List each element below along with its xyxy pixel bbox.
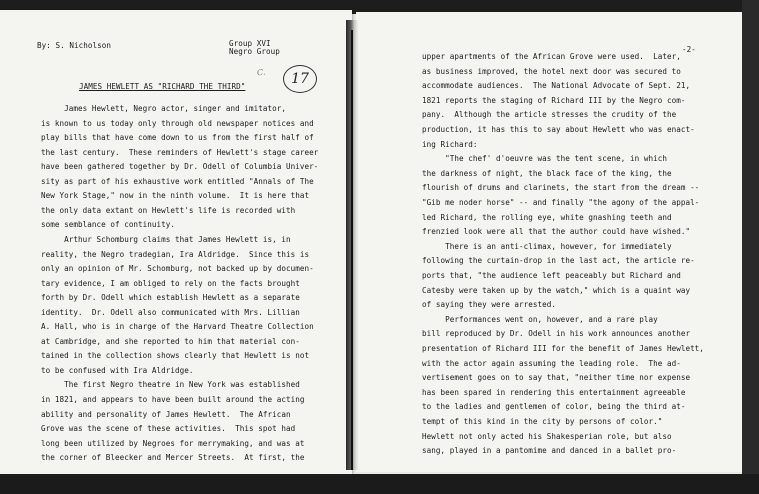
- body-line: Hewlett not only acted his Shakesperian role, but also: [422, 431, 672, 441]
- body-line: in 1821, and appears to have been built around the acting: [41, 395, 305, 404]
- body-line: only an opinion of Mr. Schomburg, not backed up by documen-: [41, 264, 314, 274]
- body-line: Performances went on, however, and a rare play: [422, 314, 658, 324]
- body-line: "The chef' d'oeuvre was the tent scene, in which: [422, 154, 667, 164]
- body-line: pany. Although the article stresses the crudity of the: [422, 110, 677, 120]
- page-number: -2-: [682, 45, 696, 54]
- author-line: By: S. Nicholson: [37, 41, 111, 50]
- body-line: production, it has this to say about Hewlett who was enact-: [422, 125, 695, 134]
- body-line: identity. Dr. Odell also communicated with Mrs. Lillian: [41, 307, 300, 317]
- body-line: "Gib me noder horse" -- and finally "the agony of the appal-: [422, 198, 700, 207]
- body-line: some semblance of continuity.: [41, 220, 176, 230]
- body-line: the corner of Bleecker and Mercer Streets. At first, the: [41, 453, 305, 463]
- body-line: following the curtain-drop in the last act, the article re-: [422, 256, 695, 266]
- body-line: long been utilized by Negroes for merrymaking, and was at: [41, 438, 305, 448]
- body-line: There is an anti-climax, however, for immediately: [422, 241, 672, 251]
- body-line: sang, played in a pantomime and danced in a ballet pro-: [422, 446, 677, 456]
- body-line: the darkness of night, the black face of the king, the: [422, 168, 672, 178]
- body-line: upper apartments of the African Grove were used. Later,: [422, 52, 681, 61]
- body-line: bill reproduced by Dr. Odell in his work announces another: [422, 329, 691, 339]
- left-page: [0, 10, 352, 476]
- body-line: at Cambridge, and she reported to him that material con-: [41, 336, 300, 346]
- body-line: accommodate audiences. The National Advocate of Sept. 21,: [422, 81, 691, 91]
- body-line: tary evidence, I am obliged to rely on the facts brought: [41, 278, 300, 288]
- body-line: is known to us today only through old newspaper notices and: [41, 118, 314, 128]
- body-line: have been gathered together by Dr. Odell of Columbia Univer-: [41, 162, 319, 172]
- body-line: play bills that have come down to us from the first half of: [41, 133, 314, 143]
- gutter-shadow-line: [351, 30, 353, 470]
- body-line: of saying they were arrested.: [422, 300, 557, 310]
- body-line: led Richard, the rolling eye, white gnashing teeth and: [422, 212, 672, 222]
- body-line: as business improved, the hotel next door was secured to: [422, 66, 681, 76]
- body-line: Arthur Schomburg claims that James Hewlett is, in: [41, 234, 291, 244]
- body-line: Catesby were taken up by the watch," which is a quaint way: [422, 285, 691, 295]
- right-page: [356, 12, 744, 472]
- body-line: to be confused with Ira Aldridge.: [41, 365, 194, 375]
- body-line: 1821 reports the staging of Richard III by the Negro com-: [422, 95, 686, 105]
- circled-number-stamp: 17: [283, 65, 317, 93]
- body-line: tained in the collection shows clearly that Hewlett is not: [41, 351, 310, 361]
- document-title: JAMES HEWLETT AS "RICHARD THE THIRD": [79, 82, 246, 91]
- body-line: to the ladies and gentlemen of color, being the third at-: [422, 402, 686, 412]
- body-line: A. Hall, who is in charge of the Harvard Theatre Collection: [41, 322, 314, 332]
- body-line: ability and personality of James Hewlett. The African: [41, 409, 291, 419]
- body-line: with the actor again assuming the leading role. The ad-: [422, 358, 681, 368]
- body-line: sity as part of his exhaustive work entitled "Annals of The: [41, 176, 314, 186]
- body-line: the only data extant on Hewlett's life is recorded with: [41, 205, 296, 215]
- scan-bottom-edge: [0, 474, 759, 494]
- pencil-mark: C.: [256, 67, 266, 78]
- body-line: Grove was the scene of these activities. This spot had: [41, 424, 296, 434]
- body-line: vertisement goes on to say that, "neither time nor expense: [422, 373, 691, 383]
- body-line: ports that, "the audience left peaceably but Richard and: [422, 271, 681, 280]
- body-line: has been spared in rendering this entertainment agreeable: [422, 387, 686, 397]
- body-line: forth by Dr. Odell which establish Hewlett as a separate: [41, 293, 300, 303]
- body-line: tempt of this kind in the city by persons of color.": [422, 417, 663, 426]
- body-line: ing Richard:: [422, 139, 478, 149]
- body-line: reality, the Negro tradegian, Ira Aldridge. Since this is: [41, 249, 310, 259]
- body-line: presentation of Richard III for the benefit of James Hewlett,: [422, 344, 704, 353]
- body-line: flourish of drums and clarinets, the start from the dream --: [422, 183, 700, 193]
- body-line: James Hewlett, Negro actor, singer and imitator,: [41, 104, 286, 113]
- group-line-2: Negro Group: [229, 47, 280, 56]
- body-line: The first Negro theatre in New York was established: [41, 380, 300, 390]
- body-line: frenzied look were all that the author could have wished.": [422, 227, 691, 237]
- scan-right-edge: [742, 0, 759, 494]
- body-line: the last century. These reminders of Hewlett's stage career: [41, 147, 319, 157]
- group-line-1: Group XVI: [229, 39, 271, 48]
- body-line: New York Stage," now in the ninth volume. It is here that: [41, 191, 310, 201]
